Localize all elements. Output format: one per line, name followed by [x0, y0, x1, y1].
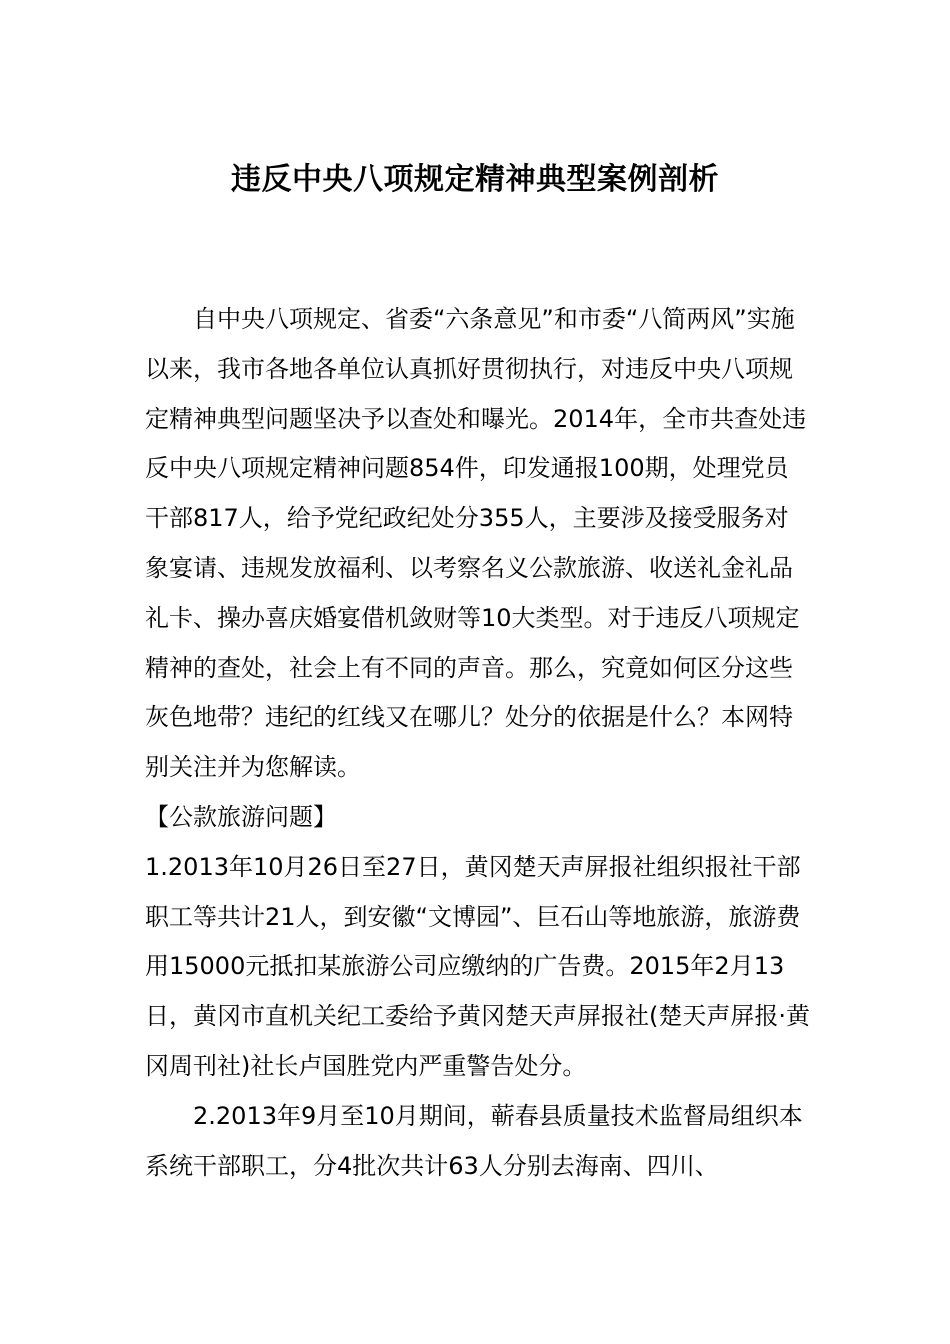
- section-heading: 【公款旅游问题】: [145, 802, 337, 831]
- case-1-paragraph: 1.2013年10月26日至27日，黄冈楚天声屏报社组织报社干部职工等共计21人，到安徽“文博园”、巨石山等地旅游，旅游费用15000元抵扣某旅游公司应缴纳的广告费。2015年2月13日，黄冈市直机关纪工委给予黄冈楚天声屏报社(楚天声屏报·黄冈周刊社)社长卢国胜党内严重警告处分。: [145, 852, 810, 1080]
- intro-paragraph: 自中央八项规定、省委“六条意见”和市委“八简两风”实施以来，我市各地各单位认真抓好贯彻执行，对违反中央八项规定精神典型问题坚决予以查处和曝光。2014年，全市共查处违反中央八项规定精神问题854件，印发通报100期，处理党员干部817人，给予党纪政纪处分355人，主要涉及接受服务对象宴请、违规发放福利、以考察名义公款旅游、收送礼金礼品礼卡、操办喜庆婚宴借机敛财等10大类型。对于违反八项规定精神的查处，社会上有不同的声音。那么，究竟如何区分这些灰色地带？违纪的红线又在哪儿？处分的依据是什么？本网特别关注并为您解读。: [145, 305, 807, 782]
- case-2-paragraph: 2.2013年9月至10月期间，蕲春县质量技术监督局组织本系统干部职工，分4批次共计63人分别去海南、四川、: [145, 1101, 803, 1180]
- document-body: [145, 295, 810, 1191]
- document-title: 违反中央八项规定精神典型案例剖析: [231, 162, 719, 197]
